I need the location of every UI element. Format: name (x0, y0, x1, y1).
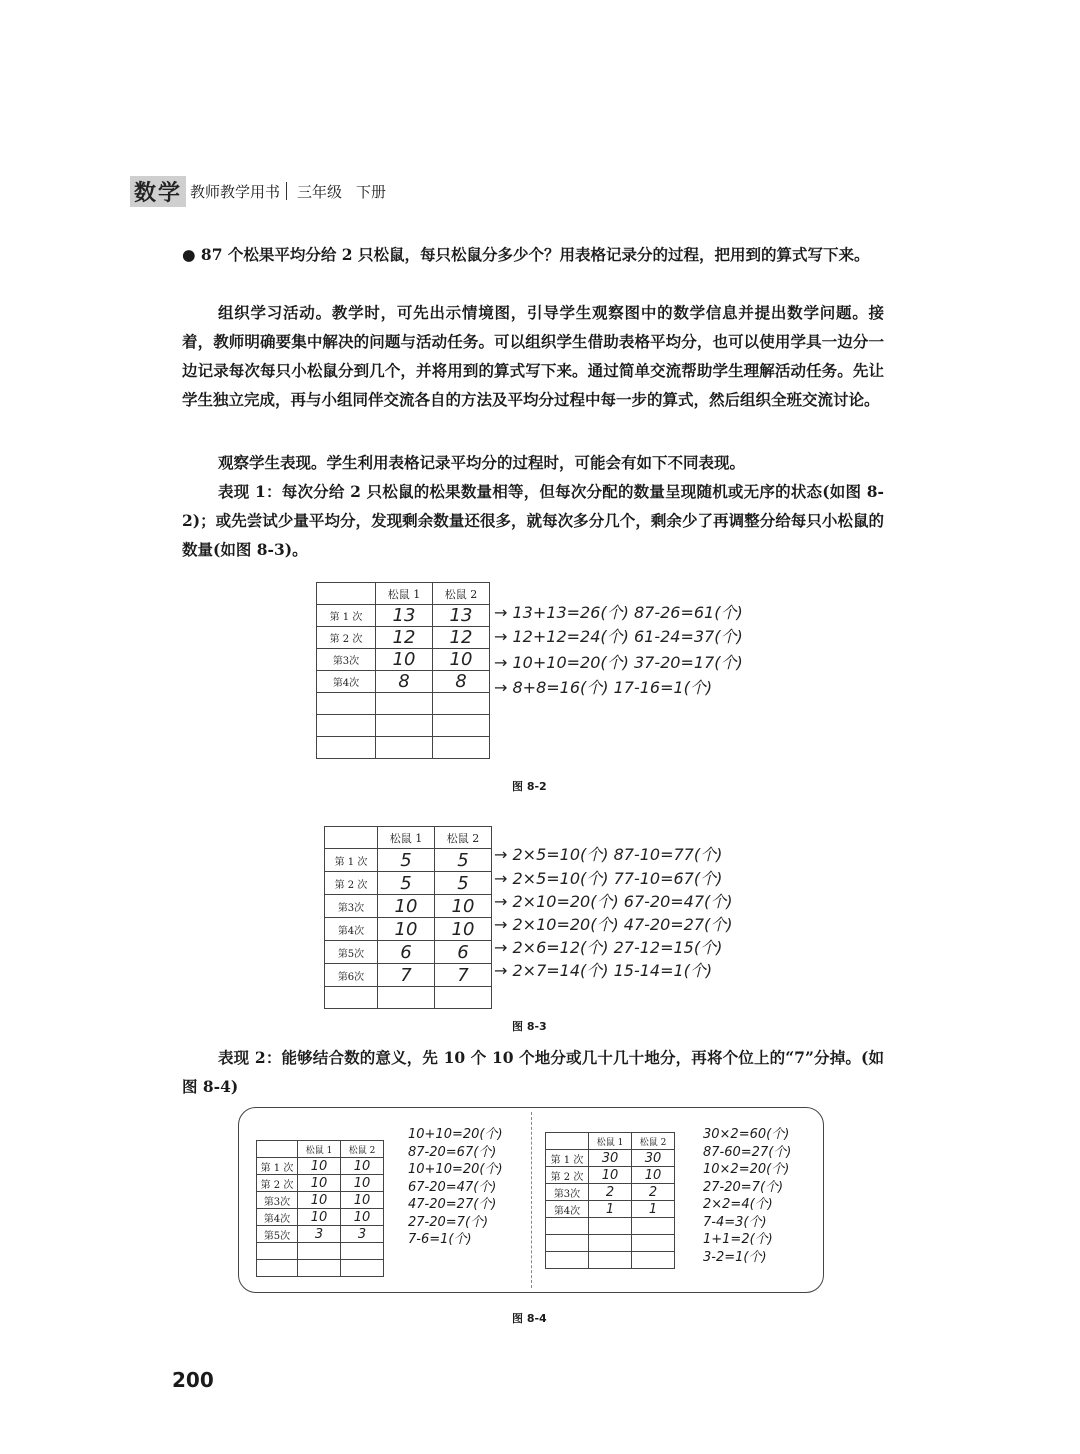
column-header: 松鼠 1 (298, 1141, 341, 1158)
cell: 8 (433, 671, 490, 693)
row-label: 第6次 (325, 964, 378, 987)
row-label: 第 2 次 (325, 872, 378, 895)
page-header (130, 176, 386, 206)
calc-line: 27-20=7(个) (408, 1214, 489, 1230)
cell: 6 (435, 941, 492, 964)
cell: 5 (435, 872, 492, 895)
calc-line: 10+10=20(个) (408, 1127, 503, 1142)
cell: 6 (378, 941, 435, 964)
calc-line: → 2×10=20(个) 67-20=47(个) (494, 892, 733, 911)
calc-line: → 2×7=14(个) 15-14=1(个) (494, 961, 713, 980)
cell: 10 (632, 1167, 675, 1184)
figure-8-2-caption: 图 8-2 (512, 780, 547, 793)
row-label: 第4次 (257, 1209, 298, 1226)
paragraph-performance-2: 表现 2：能够结合数的意义，先 10 个 10 个地分或几十几十地分，再将个位上的“7”分掉。(如图 8-4) (182, 1048, 884, 1096)
figure-8-4-right-calcs (703, 1126, 791, 1266)
calc-line: → 12+12=24(个) 61-24=37(个) (494, 627, 743, 646)
calc-line: → 2×6=12(个) 27-12=15(个) (494, 938, 723, 957)
cell: 10 (341, 1192, 384, 1209)
cell: 10 (378, 895, 435, 918)
task-question: ● 87 个松果平均分给 2 只松鼠，每只松鼠分多少个？用表格记录分的过程，把用到的算式写下来。 (182, 245, 870, 264)
row-label: 第 2 次 (317, 627, 376, 649)
figure-8-4-divider (531, 1112, 532, 1288)
column-header: 松鼠 1 (376, 583, 433, 605)
row-label: 第3次 (257, 1192, 298, 1209)
paragraph-observe: 观察学生表现。学生利用表格记录平均分的过程时，可能会有如下不同表现。 (218, 453, 746, 472)
row-label: 第4次 (546, 1201, 589, 1218)
cell: 10 (298, 1158, 341, 1175)
grade: 三年级 (297, 182, 343, 201)
column-header: 松鼠 2 (341, 1141, 384, 1158)
calc-line: 7-6=1(个) (408, 1232, 472, 1247)
cell: 8 (376, 671, 433, 693)
cell: 10 (298, 1209, 341, 1226)
cell: 1 (589, 1201, 632, 1218)
calc-line: 7-4=3(个) (703, 1214, 767, 1230)
cell: 10 (435, 895, 492, 918)
cell: 5 (435, 849, 492, 872)
cell: 7 (378, 964, 435, 987)
cell: 13 (376, 605, 433, 627)
row-label: 第3次 (325, 895, 378, 918)
calc-line: → 2×10=20(个) 47-20=27(个) (494, 915, 733, 934)
calc-line: 27-20=7(个) (703, 1179, 784, 1195)
cell: 10 (378, 918, 435, 941)
cell: 12 (433, 627, 490, 649)
figure-8-3-table (324, 826, 492, 1009)
cell: 13 (433, 605, 490, 627)
cell: 10 (435, 918, 492, 941)
figure-8-4-caption: 图 8-4 (512, 1312, 547, 1325)
column-header: 松鼠 2 (632, 1133, 675, 1150)
cell: 10 (589, 1167, 632, 1184)
paragraph-performance-1: 表现 1：每次分给 2 只松鼠的松果数量相等，但每次分配的数量呈现随机或无序的状态(如图 8-2)；或先尝试少量平均分，发现剩余数量还很多，就每次多分几个，剩余少了再调整分给每只小松鼠的数量(如图 8-3)。 (182, 482, 884, 559)
figure-8-4-right-table (545, 1132, 675, 1269)
calc-line: 87-60=27(个) (703, 1144, 792, 1160)
cell: 2 (589, 1184, 632, 1201)
paragraph-activity: 组织学习活动。教学时，可先出示情境图，引导学生观察图中的数学信息并提出数学问题。接着，教师明确要集中解决的问题与活动任务。可以组织学生借助表格平均分，也可以使用学具一边分一边记录每次每只小松鼠分到几个，并将用到的算式写下来。通过简单交流帮助学生理解活动任务。先让学生独立完成，再与小组同伴交流各自的方法及平均分过程中每一步的算式，然后组织全班交流讨论。 (182, 303, 884, 409)
row-label: 第3次 (317, 649, 376, 671)
cell: 2 (632, 1184, 675, 1201)
row-label: 第5次 (325, 941, 378, 964)
calc-line: 1+1=2(个) (703, 1232, 773, 1247)
page-number: 200 (172, 1368, 214, 1392)
column-header: 松鼠 1 (378, 827, 435, 849)
book-title: 教师教学用书 (190, 182, 281, 201)
row-label: 第 1 次 (317, 605, 376, 627)
row-label: 第5次 (257, 1226, 298, 1243)
cell: 10 (341, 1175, 384, 1192)
column-header: 松鼠 1 (589, 1133, 632, 1150)
cell: 10 (298, 1192, 341, 1209)
subject-logo: 数学 (130, 176, 186, 207)
row-label: 第4次 (325, 918, 378, 941)
cell: 10 (433, 649, 490, 671)
cell: 30 (632, 1150, 675, 1167)
cell: 7 (435, 964, 492, 987)
cell: 1 (632, 1201, 675, 1218)
calc-line: → 10+10=20(个) 37-20=17(个) (494, 653, 743, 672)
calc-line: → 8+8=16(个) 17-16=1(个) (494, 678, 713, 697)
row-label: 第 1 次 (325, 849, 378, 872)
calc-line: 30×2=60(个) (703, 1127, 790, 1142)
header-divider (286, 182, 287, 200)
calc-line: → 2×5=10(个) 77-10=67(个) (494, 869, 723, 888)
volume: 下册 (356, 182, 387, 201)
row-label: 第4次 (317, 671, 376, 693)
cell: 10 (341, 1209, 384, 1226)
row-label: 第 1 次 (257, 1158, 298, 1175)
cell: 3 (341, 1226, 384, 1243)
calc-line: 87-20=67(个) (408, 1144, 497, 1160)
cell: 5 (378, 849, 435, 872)
column-header: 松鼠 2 (433, 583, 490, 605)
calc-line: 10×2=20(个) (703, 1162, 790, 1177)
figure-8-4-left-calcs (408, 1126, 503, 1249)
calc-line: 10+10=20(个) (408, 1162, 503, 1177)
row-label: 第 1 次 (546, 1150, 589, 1167)
row-label: 第3次 (546, 1184, 589, 1201)
column-header: 松鼠 2 (435, 827, 492, 849)
calc-line: 67-20=47(个) (408, 1179, 497, 1195)
cell: 10 (341, 1158, 384, 1175)
figure-8-3-caption: 图 8-3 (512, 1020, 547, 1033)
cell: 10 (376, 649, 433, 671)
calc-line: 47-20=27(个) (408, 1197, 497, 1212)
cell: 3 (298, 1226, 341, 1243)
calc-line: → 13+13=26(个) 87-26=61(个) (494, 603, 743, 622)
calc-line: 3-2=1(个) (703, 1249, 767, 1265)
figure-8-4-left-table (256, 1140, 384, 1277)
calc-line: → 2×5=10(个) 87-10=77(个) (494, 845, 723, 864)
cell: 30 (589, 1150, 632, 1167)
calc-line: 2×2=4(个) (703, 1197, 773, 1212)
cell: 5 (378, 872, 435, 895)
row-label: 第 2 次 (546, 1167, 589, 1184)
cell: 12 (376, 627, 433, 649)
row-label: 第 2 次 (257, 1175, 298, 1192)
figure-8-2-table (316, 582, 490, 759)
cell: 10 (298, 1175, 341, 1192)
